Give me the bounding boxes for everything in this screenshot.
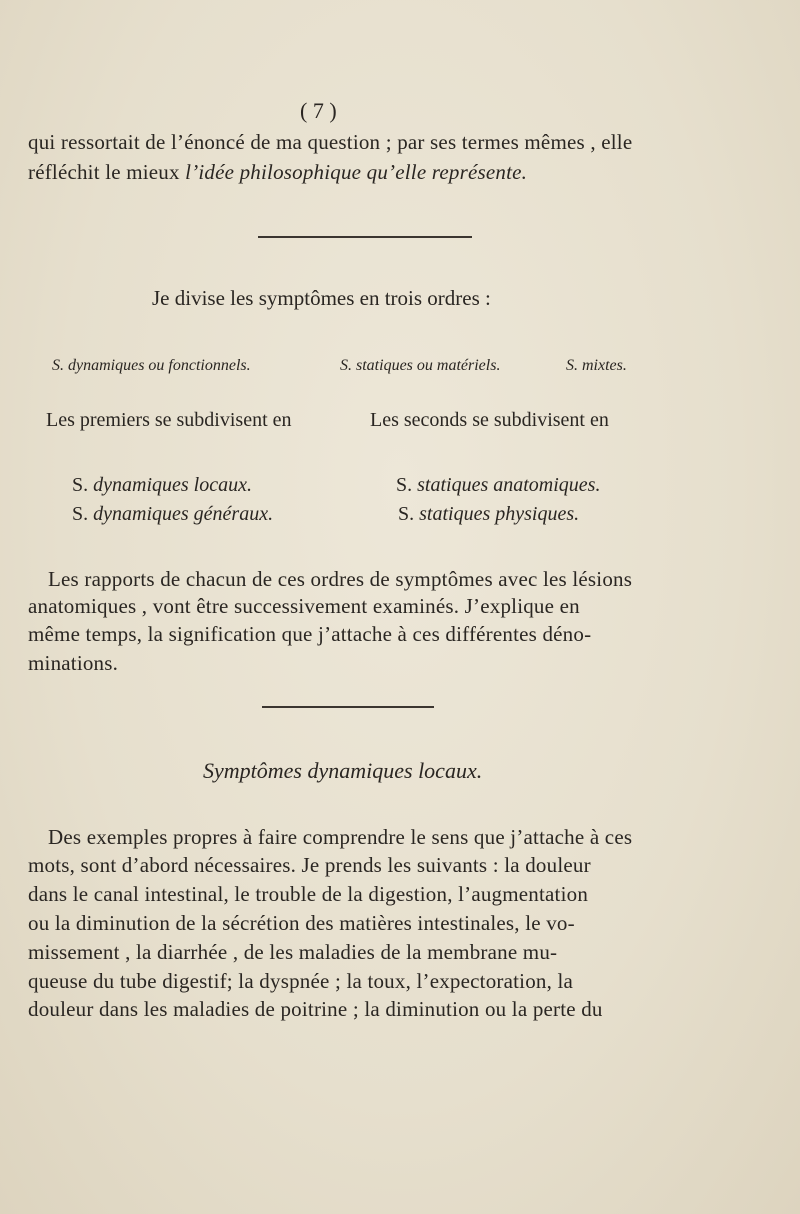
paragraph2-line-6: queuse du tube digestif; la dyspnée ; la toux, l’expectoration, la xyxy=(28,969,574,993)
kind-dynamic-general xyxy=(72,503,273,526)
kind-static-anatomical xyxy=(396,474,600,497)
kind-prefix: S. xyxy=(398,503,420,525)
separator-rule-2 xyxy=(262,706,434,708)
intro-line-2-italic: l’idée philosophique qu’elle représente. xyxy=(185,160,528,184)
kind-prefix: S. xyxy=(72,474,94,496)
paragraph1-line-3: même temps, la signification que j’attache à ces différentes déno- xyxy=(28,622,592,646)
paragraph1-line-1: Les rapports de chacun de ces ordres de symptômes avec les lésions xyxy=(48,567,633,591)
left-subdivision-intro: Les premiers se subdivisent en xyxy=(46,409,292,431)
paragraph2-line-3: dans le canal intestinal, le trouble de la digestion, l’augmentation xyxy=(28,882,589,906)
kind-label: dynamiques généraux. xyxy=(93,503,274,525)
paragraph2-line-2: mots, sont d’abord nécessaires. Je prends les suivants : la douleur xyxy=(28,853,591,877)
section-title: Symptômes dynamiques locaux. xyxy=(203,758,483,783)
intro-line-2-text: réfléchit le mieux xyxy=(28,160,186,184)
paragraph2-line-1: Des exemples propres à faire comprendre le sens que j’attache à ces xyxy=(48,825,633,849)
division-heading: Je divise les symptômes en trois ordres : xyxy=(152,286,491,310)
intro-line-2 xyxy=(28,160,527,185)
paragraph1-line-4: minations. xyxy=(28,651,119,675)
page-number: ( 7 ) xyxy=(300,98,337,123)
order-mixed: S. mixtes. xyxy=(566,357,627,374)
order-static: S. statiques ou matériels. xyxy=(340,357,501,374)
kind-prefix: S. xyxy=(72,503,94,525)
separator-rule-1 xyxy=(258,236,472,238)
kind-prefix: S. xyxy=(396,474,418,496)
kind-label: statiques physiques. xyxy=(419,503,580,525)
kind-label: dynamiques locaux. xyxy=(93,474,252,496)
intro-line-1: qui ressortait de l’énoncé de ma question ; par ses termes mêmes , elle xyxy=(28,130,633,154)
right-subdivision-intro: Les seconds se subdivisent en xyxy=(370,409,609,431)
paragraph2-line-4: ou la diminution de la sécrétion des matières intestinales, le vo- xyxy=(28,911,575,935)
order-dynamic: S. dynamiques ou fonctionnels. xyxy=(52,357,251,374)
paragraph2-line-7: douleur dans les maladies de poitrine ; la diminution ou la perte du xyxy=(28,997,603,1021)
kind-label: statiques anatomiques. xyxy=(417,474,601,496)
paragraph1-line-2: anatomiques , vont être successivement examinés. J’explique en xyxy=(28,594,580,618)
kind-static-physical xyxy=(398,503,579,526)
kind-dynamic-local xyxy=(72,474,252,497)
paragraph2-line-5: missement , la diarrhée , de les maladies de la membrane mu- xyxy=(28,940,558,964)
